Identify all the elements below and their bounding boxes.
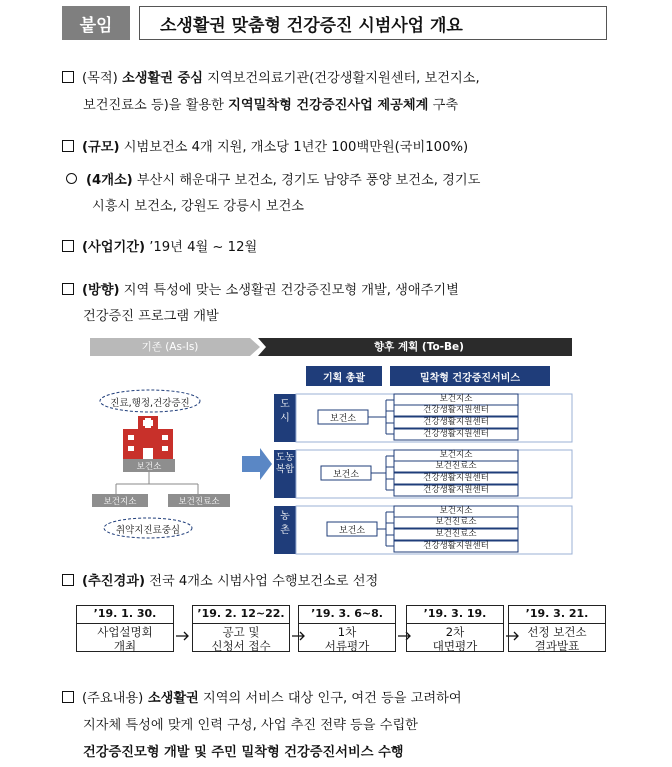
service-item: 건강생활지원센터 <box>423 405 489 415</box>
scale-label: (규모) <box>82 140 120 155</box>
direction-label: (방향) <box>82 283 120 298</box>
purpose-text-2: 보건진료소 등)을 활용한 <box>83 98 229 113</box>
service-item: 보건진료소 <box>435 461 477 471</box>
left-sub-label-1: 보건지소 <box>103 497 137 507</box>
checkbox-square-icon <box>62 71 74 83</box>
appendix-tag: 붙임 <box>62 6 130 40</box>
as-is-to-be-diagram <box>90 336 574 556</box>
timeline-text: 2차 <box>445 625 465 639</box>
service-item: 건강생활지원센터 <box>423 473 489 483</box>
timeline-text: 선정 보건소 <box>527 625 587 639</box>
progress-label: (추진경과) <box>82 574 146 589</box>
direction-line-2: 건강증진 프로그램 개발 <box>83 309 219 324</box>
purpose-text: 지역보건의료기관(건강생활지원센터, 보건지소, <box>203 71 480 86</box>
purpose-line-2 <box>83 96 458 115</box>
checkbox-square-icon <box>62 240 74 252</box>
checkbox-square-icon <box>62 691 74 703</box>
direction-line-1 <box>62 281 459 300</box>
group-center-label: 보건소 <box>332 470 360 480</box>
content-emphasis: 소생활권 <box>143 691 199 706</box>
timeline-date: ’19. 3. 6~8. <box>299 606 395 624</box>
period-label: (사업기간) <box>82 240 146 255</box>
service-item: 보건진료소 <box>435 529 477 539</box>
timeline-text: 신청서 접수 <box>211 639 271 653</box>
timeline-date: ’19. 3. 19. <box>407 606 503 624</box>
period-text: ’19년 4월 ~ 12월 <box>145 240 258 255</box>
purpose-emphasis-2: 지역밀착형 건강증진사업 제공체계 <box>228 98 429 113</box>
hospital-icon <box>123 416 173 462</box>
left-bottom-label: 취약지진료중심 <box>115 525 181 536</box>
service-item: 보건진료소 <box>435 517 477 527</box>
timeline-date: ’19. 1. 30. <box>77 606 173 624</box>
service-item: 건강생활지원센터 <box>423 541 489 551</box>
service-item: 건강생활지원센터 <box>423 429 489 439</box>
timeline-text: 결과발표 <box>534 639 580 653</box>
sites-label: (4개소) <box>86 173 133 188</box>
service-label: 밀착형 건강증진서비스 <box>419 373 521 384</box>
timeline-text: 사업설명회 <box>97 625 153 639</box>
checkbox-square-icon <box>62 574 74 586</box>
period-line <box>62 238 257 257</box>
as-is-label: 기존 (As-Is) <box>141 341 199 353</box>
timeline-step <box>508 605 606 652</box>
service-item: 건강생활지원센터 <box>423 485 489 495</box>
document-title: 소생활권 맞춤형 건강증진 시범사업 개요 <box>139 6 607 40</box>
timeline-text: 1차 <box>337 625 357 639</box>
purpose-label: (목적) <box>82 71 118 86</box>
left-sub-label-2: 보건진료소 <box>178 497 220 507</box>
progress-text: 전국 4개소 시범사업 수행보건소로 선정 <box>145 574 379 589</box>
purpose-text-3: 구축 <box>428 98 459 113</box>
plan-label: 기획 총괄 <box>322 373 366 384</box>
timeline-text: 공고 및 <box>222 625 260 639</box>
region-label-rural: 농 촌 <box>280 511 290 536</box>
timeline <box>76 605 606 657</box>
service-item: 보건지소 <box>439 506 473 516</box>
timeline-text: 대면평가 <box>432 639 478 653</box>
scale-text: 시범보건소 4개 지원, 개소당 1년간 100백만원(국비100%) <box>119 140 469 155</box>
timeline-date: ’19. 2. 12~22. <box>193 606 289 624</box>
service-item: 보건지소 <box>439 394 473 404</box>
timeline-step <box>192 605 290 652</box>
group-center-label: 보건소 <box>338 526 366 536</box>
content-text: 지역의 서비스 대상 인구, 여건 등을 고려하여 <box>198 691 462 706</box>
scale-line <box>62 138 468 157</box>
checkbox-square-icon <box>62 140 74 152</box>
sites-line-1 <box>66 171 480 190</box>
to-be-label: 향후 계획 (To-Be) <box>374 341 464 353</box>
left-top-label: 진료,행정,건강증진 <box>110 398 190 409</box>
region-label-city: 도 시 <box>280 399 290 424</box>
content-line-3: 건강증진모형 개발 및 주민 밀착형 건강증진서비스 수행 <box>83 745 404 760</box>
timeline-text: 개최 <box>113 639 137 653</box>
timeline-date: ’19. 3. 21. <box>509 606 605 624</box>
direction-text: 지역 특성에 맞는 소생활권 건강증진모형 개발, 생애주기별 <box>119 283 459 298</box>
content-label: (주요내용) <box>82 691 144 706</box>
region-label-mixed: 도농 복합 <box>275 452 295 475</box>
timeline-step <box>76 605 174 652</box>
group-center-label: 보건소 <box>329 414 357 424</box>
circle-bullet-icon <box>66 173 77 184</box>
service-item: 보건지소 <box>439 450 473 460</box>
timeline-step <box>298 605 396 652</box>
sites-text: 부산시 해운대구 보건소, 경기도 남양주 풍양 보건소, 경기도 <box>132 173 481 188</box>
content-line-1 <box>62 689 462 708</box>
timeline-text: 서류평가 <box>324 639 370 653</box>
service-item: 건강생활지원센터 <box>423 417 489 427</box>
purpose-emphasis: 소생활권 중심 <box>121 71 204 86</box>
arrow-right-icon <box>175 629 191 643</box>
sites-line-2: 시흥시 보건소, 강원도 강릉시 보건소 <box>92 199 305 214</box>
checkbox-square-icon <box>62 283 74 295</box>
content-line-2: 지자체 특성에 맞게 인력 구성, 사업 추진 전략 등을 수립한 <box>83 718 418 733</box>
progress-line <box>62 572 378 591</box>
purpose-line-1 <box>62 69 480 88</box>
transition-arrow-icon <box>242 448 272 480</box>
timeline-step <box>406 605 504 652</box>
left-center-label: 보건소 <box>136 462 162 472</box>
